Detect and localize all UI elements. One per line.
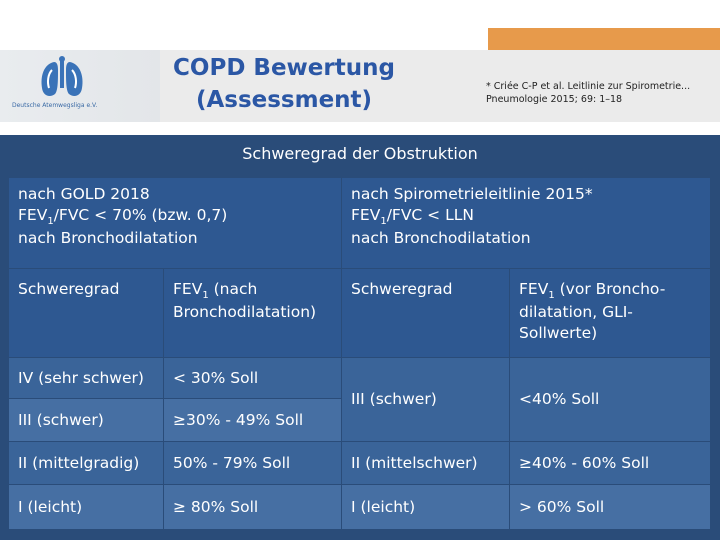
title-line-2: (Assessment)	[195, 87, 373, 113]
gold-line-1: nach GOLD 2018	[18, 185, 150, 203]
col-header-grade-gold: Schweregrad	[9, 269, 163, 357]
gold-line-2: $FEV_1$/FVC < 70% (bzw. 0,7)	[18, 206, 228, 227]
table-cell-gold-fev: ≥ 80% Soll	[164, 485, 341, 529]
reference-line-1: * Criée C-P et al. Leitlinie zur Spirometrie...	[486, 81, 691, 92]
table-cell-gold-fev: ≥30% - 49% Soll	[164, 399, 341, 441]
reference-line-2: Pneumologie 2015; 69: 1–18	[486, 94, 623, 105]
col-header-grade-spiro: Schweregrad	[342, 269, 509, 357]
col-header-fev-spiro: $FEV_1$ (vor Broncho-dilatation, GLI-Sollwerte)	[510, 269, 710, 357]
table-cell-gold-grade: IV (sehr schwer)	[9, 358, 163, 398]
gold-criteria-cell	[9, 178, 341, 268]
table-cell-gold-grade: II (mittelgradig)	[9, 442, 163, 484]
table-cell-gold-grade: III (schwer)	[9, 399, 163, 441]
table-cell-spiro-fev: ≥40% - 60% Soll	[510, 442, 710, 484]
reference-note	[486, 80, 716, 106]
logo	[12, 56, 112, 112]
section-subtitle: Schweregrad der Obstruktion	[242, 144, 478, 163]
table-cell-gold-fev: < 30% Soll	[164, 358, 341, 398]
spiro-criteria-cell	[342, 178, 710, 268]
lungs-logo-icon	[34, 56, 90, 102]
page-title	[170, 52, 398, 116]
spiro-line-2: $FEV_1$/FVC < LLN	[351, 206, 474, 227]
gold-line-3: nach Bronchodilatation	[18, 229, 198, 247]
spiro-line-3: nach Bronchodilatation	[351, 229, 531, 247]
title-line-1: COPD Bewertung	[173, 55, 395, 81]
table-cell-spiro-grade: II (mittelschwer)	[342, 442, 509, 484]
table-cell-gold-fev: 50% - 79% Soll	[164, 442, 341, 484]
table-cell-spiro-grade: I (leicht)	[342, 485, 509, 529]
table-cell-gold-grade: I (leicht)	[9, 485, 163, 529]
table-cell-spiro-fev: > 60% Soll	[510, 485, 710, 529]
col-header-fev-gold: $FEV_1$ (nach Bronchodilatation)	[164, 269, 341, 357]
orange-accent-bar	[488, 28, 720, 50]
slide-header	[0, 0, 720, 135]
logo-caption: Deutsche Atemwegsliga e.V.	[12, 102, 98, 109]
spiro-line-1: nach Spirometrieleitlinie 2015*	[351, 185, 593, 203]
table-cell-spiro-fev: <40% Soll	[510, 358, 710, 441]
table-cell-spiro-grade: III (schwer)	[342, 358, 509, 441]
